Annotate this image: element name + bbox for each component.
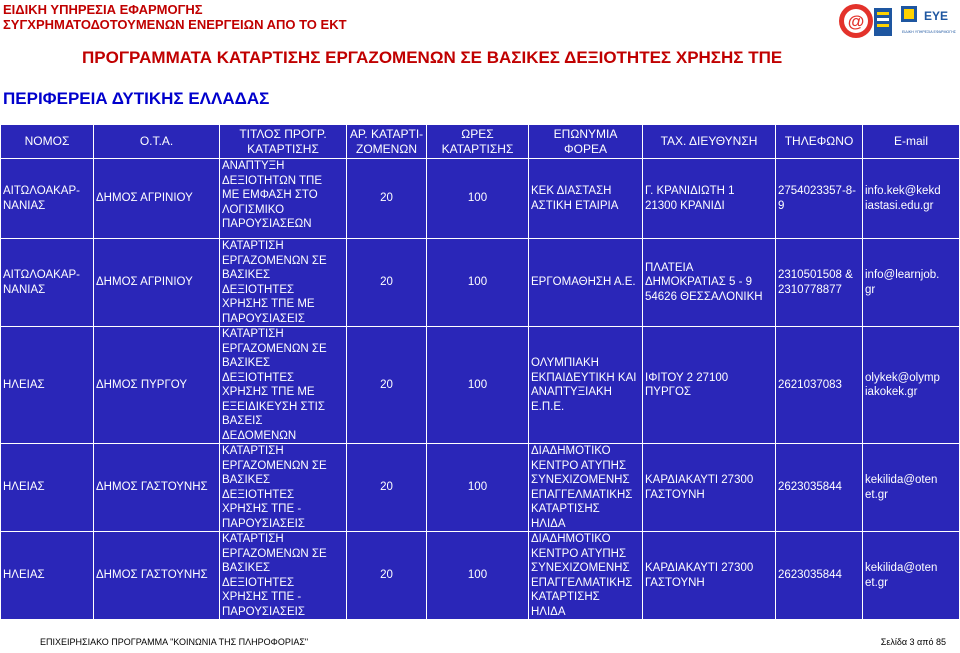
- cell-email: info.kek@kekd iastasi.edu.gr: [863, 159, 960, 239]
- cell-ota: ΔΗΜΟΣ ΓΑΣΤΟΥΝΗΣ: [94, 532, 220, 620]
- eye-logo-icon: [900, 2, 958, 42]
- cell-email: kekilida@oten et.gr: [863, 444, 960, 532]
- page-title: ΠΡΟΓΡΑΜΜΑΤΑ ΚΑΤΑΡΤΙΣΗΣ ΕΡΓΑΖΟΜΕΝΩΝ ΣΕ ΒΑΣΙΚΕΣ ΔΕΞΙΟΤΗΤΕΣ ΧΡΗΣΗΣ ΤΠΕ: [82, 48, 783, 67]
- table-header-row: [1, 125, 960, 159]
- cell-address: Γ. ΚΡΑΝΙΔΙΩΤΗ 1 21300 ΚΡΑΝΙΔΙ: [643, 159, 776, 239]
- cell-address: ΙΦΙΤΟΥ 2 27100 ΠΥΡΓΟΣ: [643, 327, 776, 444]
- table-row: [1, 532, 960, 620]
- svg-text:@: @: [847, 12, 865, 31]
- cell-title: ΚΑΤΑΡΤΙΣΗ ΕΡΓΑΖΟΜΕΝΩΝ ΣΕ ΒΑΣΙΚΕΣ ΔΕΞΙΟΤΗΤΕΣ ΧΡΗΣΗΣ ΤΠΕ - ΠΑΡΟΥΣΙΑΣΕΙΣ: [220, 444, 347, 532]
- cell-ota: ΔΗΜΟΣ ΓΑΣΤΟΥΝΗΣ: [94, 444, 220, 532]
- cell-ota: ΔΗΜΟΣ ΑΓΡΙΝΙΟΥ: [94, 159, 220, 239]
- at-logo-icon: [836, 2, 894, 42]
- header-org: [3, 2, 347, 32]
- cell-trainees: 20: [347, 444, 427, 532]
- col-header-provider: ΕΠΩΝΥΜΙΑ ΦΟΡΕΑ: [529, 125, 643, 159]
- cell-hours: 100: [427, 532, 529, 620]
- table-row: [1, 327, 960, 444]
- cell-email: olykek@olymp iakokek.gr: [863, 327, 960, 444]
- cell-ota: ΔΗΜΟΣ ΠΥΡΓΟΥ: [94, 327, 220, 444]
- col-header-phone: ΤΗΛΕΦΩΝΟ: [776, 125, 863, 159]
- cell-nomos: ΑΙΤΩΛΟΑΚΑΡ- ΝΑΝΙΑΣ: [1, 159, 94, 239]
- cell-trainees: 20: [347, 239, 427, 327]
- cell-phone: 2310501508 & 2310778877: [776, 239, 863, 327]
- col-header-hours: ΩΡΕΣ ΚΑΤΑΡΤΙΣΗΣ: [427, 125, 529, 159]
- col-header-ota: Ο.Τ.Α.: [94, 125, 220, 159]
- table-row: [1, 159, 960, 239]
- cell-provider: ΕΡΓΟΜΑΘΗΣΗ Α.Ε.: [529, 239, 643, 327]
- table-row: [1, 239, 960, 327]
- col-header-nomos: ΝΟΜΟΣ: [1, 125, 94, 159]
- cell-title: ΑΝΑΠΤΥΞΗ ΔΕΞΙΟΤΗΤΩΝ ΤΠΕ ΜΕ ΕΜΦΑΣΗ ΣΤΟ ΛΟΓΙΣΜΙΚΟ ΠΑΡΟΥΣΙΑΣΕΩΝ: [220, 159, 347, 239]
- cell-title: ΚΑΤΑΡΤΙΣΗ ΕΡΓΑΖΟΜΕΝΩΝ ΣΕ ΒΑΣΙΚΕΣ ΔΕΞΙΟΤΗΤΕΣ ΧΡΗΣΗΣ ΤΠΕ - ΠΑΡΟΥΣΙΑΣΕΙΣ: [220, 532, 347, 620]
- cell-nomos: ΑΙΤΩΛΟΑΚΑΡ- ΝΑΝΙΑΣ: [1, 239, 94, 327]
- footer-page-number: Σελίδα 3 από 85: [880, 637, 946, 647]
- col-header-title: ΤΙΤΛΟΣ ΠΡΟΓΡ. ΚΑΤΑΡΤΙΣΗΣ: [220, 125, 347, 159]
- eye-logo-subtext: ΕΙΔΙΚΗ ΥΠΗΡΕΣΙΑ ΕΦΑΡΜΟΓΗΣ: [901, 30, 957, 34]
- cell-hours: 100: [427, 444, 529, 532]
- cell-hours: 100: [427, 159, 529, 239]
- col-header-trainees: ΑΡ. ΚΑΤΑΡΤΙ- ΖΟΜΕΝΩΝ: [347, 125, 427, 159]
- cell-hours: 100: [427, 327, 529, 444]
- cell-phone: 2621037083: [776, 327, 863, 444]
- cell-provider: ΔΙΑΔΗΜΟΤΙΚΟ ΚΕΝΤΡΟ ΑΤΥΠΗΣ ΣΥΝΕΧΙΖΟΜΕΝΗΣ ΕΠΑΓΓΕΛΜΑΤΙΚΗΣ ΚΑΤΑΡΤΙΣΗΣ ΗΛΙΔΑ: [529, 532, 643, 620]
- cell-nomos: ΗΛΕΙΑΣ: [1, 532, 94, 620]
- cell-trainees: 20: [347, 532, 427, 620]
- cell-phone: 2623035844: [776, 444, 863, 532]
- cell-trainees: 20: [347, 327, 427, 444]
- eye-logo-text: ΕΥΕ: [923, 9, 949, 23]
- cell-nomos: ΗΛΕΙΑΣ: [1, 327, 94, 444]
- cell-title: ΚΑΤΑΡΤΙΣΗ ΕΡΓΑΖΟΜΕΝΩΝ ΣΕ ΒΑΣΙΚΕΣ ΔΕΞΙΟΤΗΤΕΣ ΧΡΗΣΗΣ ΤΠΕ ΜΕ ΕΞΕΙΔΙΚΕΥΣΗ ΣΤΙΣ ΒΑΣΕΙΣ ΔΕΔΟΜΕΝΩΝ: [220, 327, 347, 444]
- cell-title: ΚΑΤΑΡΤΙΣΗ ΕΡΓΑΖΟΜΕΝΩΝ ΣΕ ΒΑΣΙΚΕΣ ΔΕΞΙΟΤΗΤΕΣ ΧΡΗΣΗΣ ΤΠΕ ΜΕ ΠΑΡΟΥΣΙΑΣΕΙΣ: [220, 239, 347, 327]
- cell-email: kekilida@oten et.gr: [863, 532, 960, 620]
- header-line-2: ΣΥΓΧΡΗΜΑΤΟΔΟΤΟΥΜΕΝΩΝ ΕΝΕΡΓΕΙΩΝ ΑΠΟ ΤΟ ΕΚΤ: [3, 17, 347, 32]
- cell-address: ΚΑΡΔΙΑΚΑΥΤΙ 27300 ΓΑΣΤΟΥΝΗ: [643, 444, 776, 532]
- cell-provider: ΚΕΚ ΔΙΑΣΤΑΣΗ ΑΣΤΙΚΗ ΕΤΑΙΡΙΑ: [529, 159, 643, 239]
- col-header-address: ΤΑΧ. ΔΙΕΥΘΥΝΣΗ: [643, 125, 776, 159]
- cell-provider: ΟΛΥΜΠΙΑΚΗ ΕΚΠΑΙΔΕΥΤΙΚΗ ΚΑΙ ΑΝΑΠΤΥΞΙΑΚΗ Ε.Π.Ε.: [529, 327, 643, 444]
- cell-phone: 2623035844: [776, 532, 863, 620]
- cell-trainees: 20: [347, 159, 427, 239]
- cell-provider: ΔΙΑΔΗΜΟΤΙΚΟ ΚΕΝΤΡΟ ΑΤΥΠΗΣ ΣΥΝΕΧΙΖΟΜΕΝΗΣ ΕΠΑΓΓΕΛΜΑΤΙΚΗΣ ΚΑΤΑΡΤΙΣΗΣ ΗΛΙΔΑ: [529, 444, 643, 532]
- col-header-email: E-mail: [863, 125, 960, 159]
- programs-table: [0, 124, 960, 620]
- cell-phone: 2754023357-8- 9: [776, 159, 863, 239]
- cell-hours: 100: [427, 239, 529, 327]
- cell-ota: ΔΗΜΟΣ ΑΓΡΙΝΙΟΥ: [94, 239, 220, 327]
- footer-program: ΕΠΙΧΕΙΡΗΣΙΑΚΟ ΠΡΟΓΡΑΜΜΑ "ΚΟΙΝΩΝΙΑ ΤΗΣ ΠΛΗΡΟΦΟΡΙΑΣ": [40, 637, 309, 647]
- header-line-1: ΕΙΔΙΚΗ ΥΠΗΡΕΣΙΑ ΕΦΑΡΜΟΓΗΣ: [3, 2, 203, 17]
- table-row: [1, 444, 960, 532]
- cell-nomos: ΗΛΕΙΑΣ: [1, 444, 94, 532]
- cell-address: ΠΛΑΤΕΙΑ ΔΗΜΟΚΡΑΤΙΑΣ 5 - 9 54626 ΘΕΣΣΑΛΟΝΙΚΗ: [643, 239, 776, 327]
- region-heading: ΠΕΡΙΦΕΡΕΙΑ ΔΥΤΙΚΗΣ ΕΛΛΑΔΑΣ: [3, 89, 270, 108]
- cell-address: ΚΑΡΔΙΑΚΑΥΤΙ 27300 ΓΑΣΤΟΥΝΗ: [643, 532, 776, 620]
- cell-email: info@learnjob. gr: [863, 239, 960, 327]
